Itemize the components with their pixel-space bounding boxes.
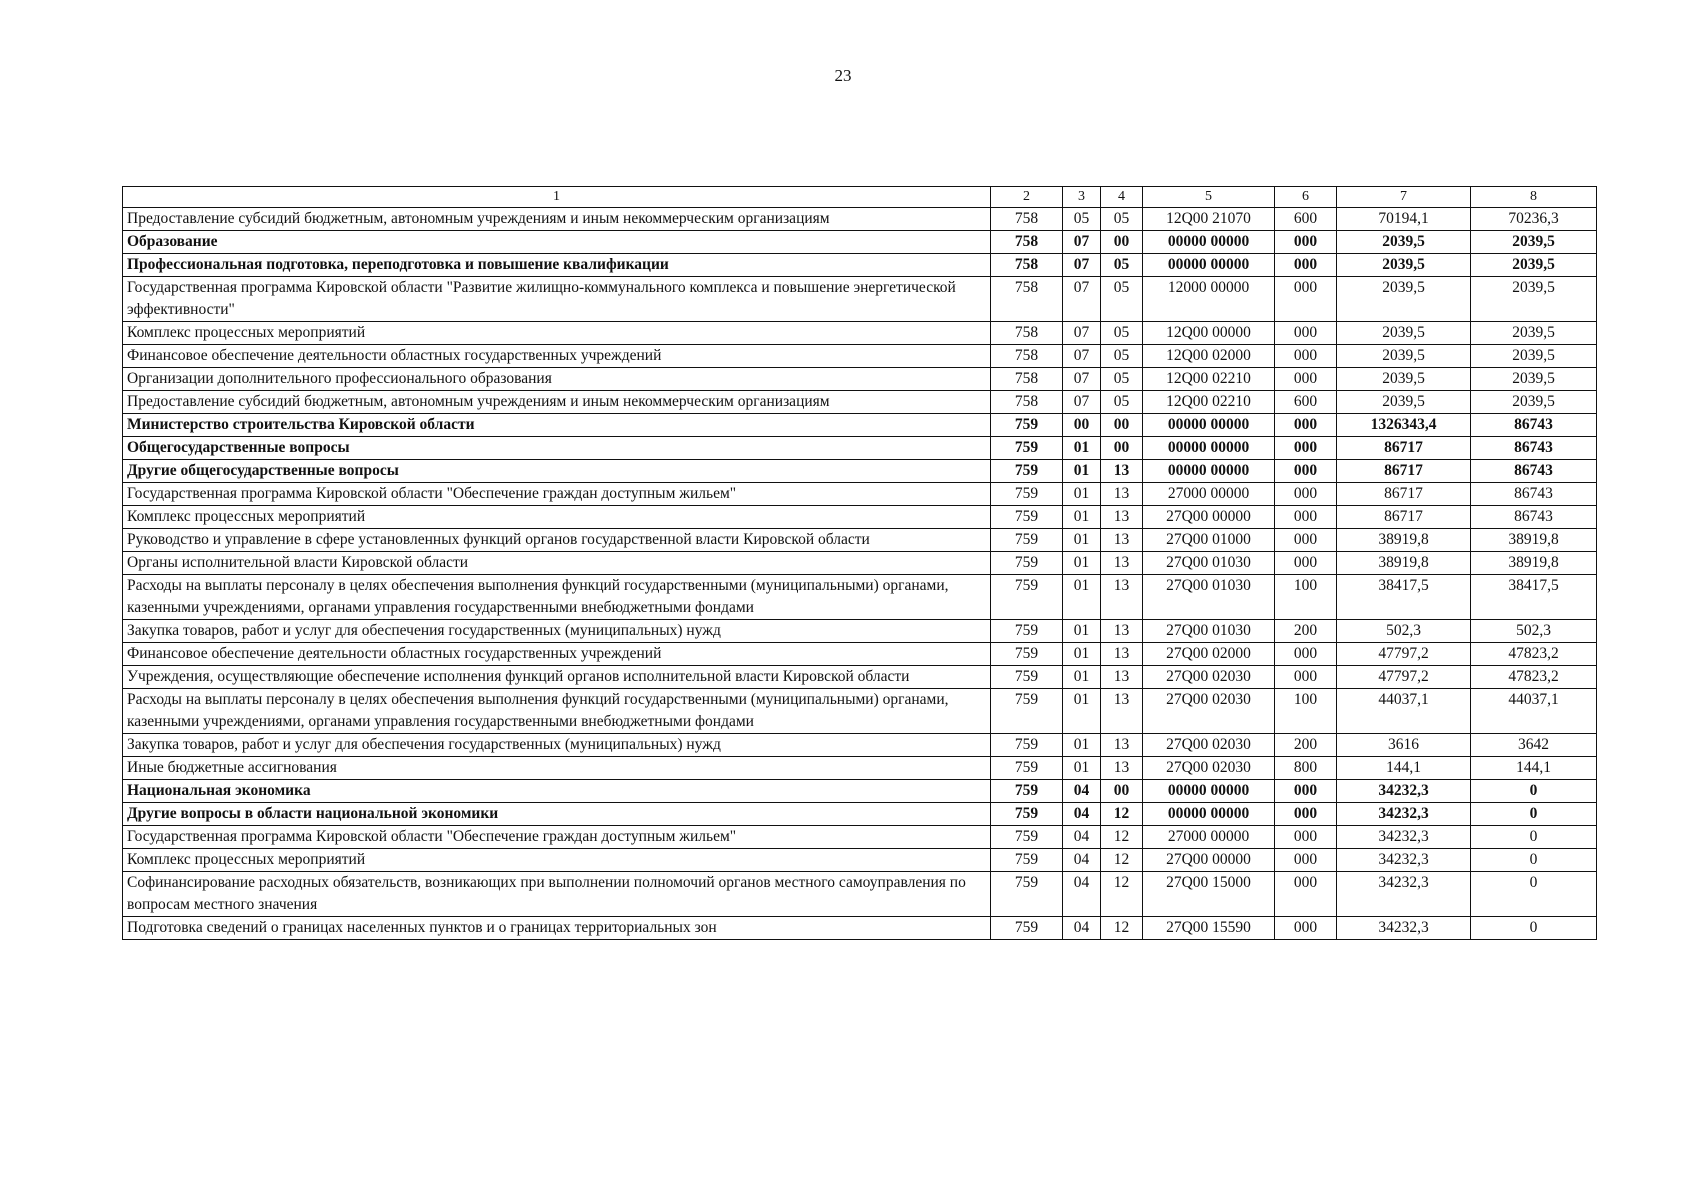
row-amount-col7-cell: 34232,3 [1337, 803, 1471, 826]
row-amount-col7-cell: 34232,3 [1337, 826, 1471, 849]
row-amount-col7-cell: 2039,5 [1337, 368, 1471, 391]
row-subsection-cell: 00 [1101, 437, 1143, 460]
row-amount-col8-cell: 2039,5 [1471, 254, 1597, 277]
row-section-cell: 01 [1063, 666, 1101, 689]
row-admin-code-cell: 759 [991, 460, 1063, 483]
row-expense-type-cell: 000 [1275, 849, 1337, 872]
row-admin-code-cell: 759 [991, 575, 1063, 620]
table-row [123, 620, 1597, 643]
row-amount-col8-cell: 0 [1471, 872, 1597, 917]
row-expense-type-cell: 000 [1275, 368, 1337, 391]
row-amount-col8-cell: 47823,2 [1471, 666, 1597, 689]
row-amount-col7-cell: 38417,5 [1337, 575, 1471, 620]
table-row [123, 391, 1597, 414]
row-amount-col8-cell: 47823,2 [1471, 643, 1597, 666]
row-target-article-cell: 27Q00 02030 [1143, 757, 1275, 780]
row-name-cell: Учреждения, осуществляющие обеспечение исполнения функций органов исполнительной власти Кировской области [123, 666, 991, 689]
row-amount-col7-cell: 70194,1 [1337, 208, 1471, 231]
row-admin-code-cell: 758 [991, 208, 1063, 231]
row-name-cell: Министерство строительства Кировской области [123, 414, 991, 437]
table-row [123, 368, 1597, 391]
row-admin-code-cell: 759 [991, 437, 1063, 460]
row-amount-col7-cell: 2039,5 [1337, 391, 1471, 414]
table-row [123, 552, 1597, 575]
row-expense-type-cell: 800 [1275, 757, 1337, 780]
row-name-cell: Государственная программа Кировской области "Обеспечение граждан доступным жильем" [123, 483, 991, 506]
row-section-cell: 01 [1063, 643, 1101, 666]
column-number-row [123, 187, 1597, 208]
row-subsection-cell: 00 [1101, 780, 1143, 803]
row-amount-col8-cell: 502,3 [1471, 620, 1597, 643]
row-subsection-cell: 05 [1101, 345, 1143, 368]
row-name-cell: Национальная экономика [123, 780, 991, 803]
row-admin-code-cell: 759 [991, 849, 1063, 872]
row-amount-col7-cell: 86717 [1337, 506, 1471, 529]
row-target-article-cell: 00000 00000 [1143, 437, 1275, 460]
row-amount-col7-cell: 2039,5 [1337, 322, 1471, 345]
table-row [123, 322, 1597, 345]
table-row [123, 483, 1597, 506]
row-amount-col8-cell: 2039,5 [1471, 277, 1597, 322]
row-expense-type-cell: 100 [1275, 575, 1337, 620]
row-subsection-cell: 13 [1101, 575, 1143, 620]
row-name-cell: Подготовка сведений о границах населенных пунктов и о границах территориальных зон [123, 917, 991, 940]
page-number: 23 [834, 66, 852, 85]
row-section-cell: 01 [1063, 552, 1101, 575]
column-header: 2 [991, 187, 1063, 208]
column-header: 7 [1337, 187, 1471, 208]
row-subsection-cell: 12 [1101, 872, 1143, 917]
row-section-cell: 00 [1063, 414, 1101, 437]
row-target-article-cell: 27Q00 00000 [1143, 849, 1275, 872]
row-name-cell: Комплекс процессных мероприятий [123, 849, 991, 872]
row-expense-type-cell: 000 [1275, 322, 1337, 345]
table-row [123, 506, 1597, 529]
row-admin-code-cell: 759 [991, 529, 1063, 552]
row-expense-type-cell: 000 [1275, 277, 1337, 322]
row-section-cell: 07 [1063, 322, 1101, 345]
row-subsection-cell: 05 [1101, 322, 1143, 345]
row-expense-type-cell: 000 [1275, 345, 1337, 368]
row-admin-code-cell: 759 [991, 506, 1063, 529]
row-subsection-cell: 05 [1101, 391, 1143, 414]
row-admin-code-cell: 759 [991, 643, 1063, 666]
row-section-cell: 01 [1063, 437, 1101, 460]
row-expense-type-cell: 000 [1275, 506, 1337, 529]
row-subsection-cell: 13 [1101, 552, 1143, 575]
row-amount-col8-cell: 3642 [1471, 734, 1597, 757]
row-section-cell: 07 [1063, 254, 1101, 277]
row-expense-type-cell: 000 [1275, 483, 1337, 506]
row-admin-code-cell: 758 [991, 322, 1063, 345]
row-amount-col8-cell: 86743 [1471, 414, 1597, 437]
row-section-cell: 04 [1063, 872, 1101, 917]
table-row [123, 780, 1597, 803]
row-section-cell: 01 [1063, 734, 1101, 757]
row-admin-code-cell: 759 [991, 666, 1063, 689]
row-subsection-cell: 12 [1101, 917, 1143, 940]
row-expense-type-cell: 200 [1275, 620, 1337, 643]
row-admin-code-cell: 759 [991, 803, 1063, 826]
row-subsection-cell: 05 [1101, 254, 1143, 277]
row-target-article-cell: 27Q00 02000 [1143, 643, 1275, 666]
row-target-article-cell: 27Q00 02030 [1143, 689, 1275, 734]
row-admin-code-cell: 759 [991, 826, 1063, 849]
row-target-article-cell: 00000 00000 [1143, 803, 1275, 826]
table-row [123, 734, 1597, 757]
table-row [123, 872, 1597, 917]
row-expense-type-cell: 000 [1275, 780, 1337, 803]
row-section-cell: 01 [1063, 689, 1101, 734]
row-expense-type-cell: 000 [1275, 231, 1337, 254]
row-name-cell: Государственная программа Кировской области "Развитие жилищно-коммунального комплекса и повышение энергетической эффективности" [123, 277, 991, 322]
table-row [123, 529, 1597, 552]
row-target-article-cell: 27Q00 15000 [1143, 872, 1275, 917]
table-row [123, 803, 1597, 826]
row-section-cell: 01 [1063, 620, 1101, 643]
row-expense-type-cell: 000 [1275, 826, 1337, 849]
row-admin-code-cell: 758 [991, 231, 1063, 254]
row-target-article-cell: 12Q00 02210 [1143, 391, 1275, 414]
row-section-cell: 07 [1063, 368, 1101, 391]
row-admin-code-cell: 758 [991, 254, 1063, 277]
row-amount-col7-cell: 2039,5 [1337, 277, 1471, 322]
row-name-cell: Расходы на выплаты персоналу в целях обеспечения выполнения функций государственными (муниципальными) органами, казенными учреждениями, органами управления государственными внебюджетными фондами [123, 689, 991, 734]
row-subsection-cell: 13 [1101, 689, 1143, 734]
row-expense-type-cell: 200 [1275, 734, 1337, 757]
row-amount-col8-cell: 86743 [1471, 506, 1597, 529]
row-expense-type-cell: 600 [1275, 208, 1337, 231]
table-row [123, 460, 1597, 483]
row-subsection-cell: 12 [1101, 849, 1143, 872]
row-amount-col7-cell: 3616 [1337, 734, 1471, 757]
row-amount-col7-cell: 86717 [1337, 483, 1471, 506]
row-section-cell: 04 [1063, 849, 1101, 872]
row-amount-col8-cell: 2039,5 [1471, 231, 1597, 254]
row-name-cell: Другие вопросы в области национальной экономики [123, 803, 991, 826]
row-admin-code-cell: 758 [991, 391, 1063, 414]
row-expense-type-cell: 000 [1275, 414, 1337, 437]
row-subsection-cell: 12 [1101, 803, 1143, 826]
row-target-article-cell: 00000 00000 [1143, 414, 1275, 437]
row-admin-code-cell: 758 [991, 345, 1063, 368]
row-amount-col8-cell: 2039,5 [1471, 391, 1597, 414]
row-admin-code-cell: 759 [991, 552, 1063, 575]
table-row [123, 575, 1597, 620]
row-name-cell: Комплекс процессных мероприятий [123, 322, 991, 345]
row-name-cell: Другие общегосударственные вопросы [123, 460, 991, 483]
row-section-cell: 07 [1063, 277, 1101, 322]
row-name-cell: Общегосударственные вопросы [123, 437, 991, 460]
row-admin-code-cell: 759 [991, 414, 1063, 437]
row-expense-type-cell: 000 [1275, 460, 1337, 483]
row-section-cell: 01 [1063, 529, 1101, 552]
row-subsection-cell: 05 [1101, 208, 1143, 231]
row-target-article-cell: 00000 00000 [1143, 254, 1275, 277]
table-row [123, 254, 1597, 277]
row-name-cell: Софинансирование расходных обязательств, возникающих при выполнении полномочий органов местного самоуправления по вопросам местного значения [123, 872, 991, 917]
row-amount-col8-cell: 0 [1471, 917, 1597, 940]
row-subsection-cell: 05 [1101, 368, 1143, 391]
column-header: 1 [123, 187, 991, 208]
row-amount-col7-cell: 2039,5 [1337, 254, 1471, 277]
row-amount-col8-cell: 0 [1471, 803, 1597, 826]
row-expense-type-cell: 000 [1275, 666, 1337, 689]
row-section-cell: 01 [1063, 506, 1101, 529]
row-admin-code-cell: 759 [991, 689, 1063, 734]
row-admin-code-cell: 759 [991, 757, 1063, 780]
row-admin-code-cell: 759 [991, 917, 1063, 940]
row-subsection-cell: 13 [1101, 506, 1143, 529]
row-target-article-cell: 00000 00000 [1143, 460, 1275, 483]
row-target-article-cell: 27Q00 01030 [1143, 575, 1275, 620]
row-expense-type-cell: 000 [1275, 803, 1337, 826]
table-row [123, 208, 1597, 231]
row-subsection-cell: 00 [1101, 414, 1143, 437]
row-subsection-cell: 05 [1101, 277, 1143, 322]
row-section-cell: 04 [1063, 803, 1101, 826]
row-amount-col7-cell: 86717 [1337, 437, 1471, 460]
row-name-cell: Образование [123, 231, 991, 254]
row-section-cell: 07 [1063, 391, 1101, 414]
row-target-article-cell: 12Q00 02210 [1143, 368, 1275, 391]
row-target-article-cell: 27000 00000 [1143, 826, 1275, 849]
row-admin-code-cell: 758 [991, 368, 1063, 391]
row-amount-col7-cell: 2039,5 [1337, 345, 1471, 368]
row-amount-col7-cell: 34232,3 [1337, 917, 1471, 940]
row-admin-code-cell: 759 [991, 483, 1063, 506]
row-amount-col7-cell: 34232,3 [1337, 872, 1471, 917]
row-admin-code-cell: 759 [991, 872, 1063, 917]
row-amount-col8-cell: 2039,5 [1471, 345, 1597, 368]
row-name-cell: Органы исполнительной власти Кировской области [123, 552, 991, 575]
table-row [123, 437, 1597, 460]
row-amount-col8-cell: 44037,1 [1471, 689, 1597, 734]
row-section-cell: 07 [1063, 231, 1101, 254]
table-row [123, 414, 1597, 437]
table-row [123, 231, 1597, 254]
column-header: 6 [1275, 187, 1337, 208]
row-subsection-cell: 13 [1101, 757, 1143, 780]
row-target-article-cell: 00000 00000 [1143, 780, 1275, 803]
row-expense-type-cell: 000 [1275, 437, 1337, 460]
row-target-article-cell: 00000 00000 [1143, 231, 1275, 254]
row-amount-col8-cell: 144,1 [1471, 757, 1597, 780]
row-amount-col7-cell: 144,1 [1337, 757, 1471, 780]
row-target-article-cell: 27Q00 00000 [1143, 506, 1275, 529]
row-amount-col8-cell: 0 [1471, 826, 1597, 849]
row-subsection-cell: 13 [1101, 460, 1143, 483]
row-amount-col7-cell: 2039,5 [1337, 231, 1471, 254]
row-target-article-cell: 12Q00 02000 [1143, 345, 1275, 368]
row-expense-type-cell: 000 [1275, 917, 1337, 940]
table-row [123, 666, 1597, 689]
row-target-article-cell: 12000 00000 [1143, 277, 1275, 322]
row-amount-col7-cell: 502,3 [1337, 620, 1471, 643]
row-name-cell: Комплекс процессных мероприятий [123, 506, 991, 529]
row-name-cell: Предоставление субсидий бюджетным, автономным учреждениям и иным некоммерческим организациям [123, 391, 991, 414]
row-target-article-cell: 27Q00 01030 [1143, 620, 1275, 643]
table-row [123, 345, 1597, 368]
row-expense-type-cell: 600 [1275, 391, 1337, 414]
row-amount-col8-cell: 70236,3 [1471, 208, 1597, 231]
row-target-article-cell: 12Q00 00000 [1143, 322, 1275, 345]
row-subsection-cell: 13 [1101, 483, 1143, 506]
row-name-cell: Финансовое обеспечение деятельности областных государственных учреждений [123, 345, 991, 368]
row-amount-col7-cell: 34232,3 [1337, 780, 1471, 803]
row-target-article-cell: 27000 00000 [1143, 483, 1275, 506]
row-amount-col7-cell: 1326343,4 [1337, 414, 1471, 437]
column-header: 3 [1063, 187, 1101, 208]
table-row [123, 643, 1597, 666]
row-amount-col8-cell: 38919,8 [1471, 529, 1597, 552]
row-section-cell: 01 [1063, 575, 1101, 620]
row-amount-col8-cell: 86743 [1471, 483, 1597, 506]
row-section-cell: 04 [1063, 826, 1101, 849]
row-amount-col8-cell: 0 [1471, 849, 1597, 872]
table-row [123, 277, 1597, 322]
row-subsection-cell: 13 [1101, 620, 1143, 643]
column-header: 5 [1143, 187, 1275, 208]
row-expense-type-cell: 000 [1275, 643, 1337, 666]
row-name-cell: Закупка товаров, работ и услуг для обеспечения государственных (муниципальных) нужд [123, 734, 991, 757]
row-target-article-cell: 27Q00 01030 [1143, 552, 1275, 575]
row-subsection-cell: 13 [1101, 666, 1143, 689]
row-amount-col7-cell: 86717 [1337, 460, 1471, 483]
row-amount-col7-cell: 44037,1 [1337, 689, 1471, 734]
row-name-cell: Иные бюджетные ассигнования [123, 757, 991, 780]
row-target-article-cell: 27Q00 02030 [1143, 734, 1275, 757]
row-amount-col8-cell: 2039,5 [1471, 322, 1597, 345]
row-expense-type-cell: 000 [1275, 552, 1337, 575]
row-expense-type-cell: 000 [1275, 529, 1337, 552]
row-name-cell: Организации дополнительного профессионального образования [123, 368, 991, 391]
row-section-cell: 01 [1063, 460, 1101, 483]
row-amount-col7-cell: 38919,8 [1337, 552, 1471, 575]
row-target-article-cell: 27Q00 02030 [1143, 666, 1275, 689]
row-amount-col8-cell: 86743 [1471, 437, 1597, 460]
row-section-cell: 01 [1063, 757, 1101, 780]
table-row [123, 849, 1597, 872]
row-name-cell: Расходы на выплаты персоналу в целях обеспечения выполнения функций государственными (муниципальными) органами, казенными учреждениями, органами управления государственными внебюджетными фондами [123, 575, 991, 620]
row-admin-code-cell: 758 [991, 277, 1063, 322]
row-name-cell: Руководство и управление в сфере установленных функций органов государственной власти Кировской области [123, 529, 991, 552]
budget-table [122, 186, 1597, 940]
row-expense-type-cell: 100 [1275, 689, 1337, 734]
column-header: 4 [1101, 187, 1143, 208]
row-name-cell: Закупка товаров, работ и услуг для обеспечения государственных (муниципальных) нужд [123, 620, 991, 643]
row-subsection-cell: 13 [1101, 643, 1143, 666]
row-section-cell: 04 [1063, 917, 1101, 940]
row-subsection-cell: 12 [1101, 826, 1143, 849]
row-name-cell: Государственная программа Кировской области "Обеспечение граждан доступным жильем" [123, 826, 991, 849]
row-subsection-cell: 13 [1101, 529, 1143, 552]
row-target-article-cell: 27Q00 01000 [1143, 529, 1275, 552]
row-amount-col7-cell: 34232,3 [1337, 849, 1471, 872]
table-row [123, 917, 1597, 940]
row-amount-col8-cell: 38919,8 [1471, 552, 1597, 575]
row-amount-col7-cell: 47797,2 [1337, 643, 1471, 666]
row-expense-type-cell: 000 [1275, 254, 1337, 277]
row-section-cell: 04 [1063, 780, 1101, 803]
table-row [123, 757, 1597, 780]
row-amount-col8-cell: 2039,5 [1471, 368, 1597, 391]
row-target-article-cell: 12Q00 21070 [1143, 208, 1275, 231]
row-section-cell: 01 [1063, 483, 1101, 506]
row-section-cell: 05 [1063, 208, 1101, 231]
row-amount-col7-cell: 47797,2 [1337, 666, 1471, 689]
row-admin-code-cell: 759 [991, 734, 1063, 757]
row-name-cell: Профессиональная подготовка, переподготовка и повышение квалификации [123, 254, 991, 277]
row-subsection-cell: 13 [1101, 734, 1143, 757]
row-section-cell: 07 [1063, 345, 1101, 368]
table-row [123, 689, 1597, 734]
table-row [123, 826, 1597, 849]
row-expense-type-cell: 000 [1275, 872, 1337, 917]
column-header: 8 [1471, 187, 1597, 208]
row-admin-code-cell: 759 [991, 620, 1063, 643]
row-target-article-cell: 27Q00 15590 [1143, 917, 1275, 940]
row-amount-col8-cell: 86743 [1471, 460, 1597, 483]
row-amount-col8-cell: 38417,5 [1471, 575, 1597, 620]
table-body [123, 187, 1597, 940]
row-amount-col8-cell: 0 [1471, 780, 1597, 803]
row-amount-col7-cell: 38919,8 [1337, 529, 1471, 552]
row-subsection-cell: 00 [1101, 231, 1143, 254]
row-admin-code-cell: 759 [991, 780, 1063, 803]
row-name-cell: Предоставление субсидий бюджетным, автономным учреждениям и иным некоммерческим организациям [123, 208, 991, 231]
row-name-cell: Финансовое обеспечение деятельности областных государственных учреждений [123, 643, 991, 666]
